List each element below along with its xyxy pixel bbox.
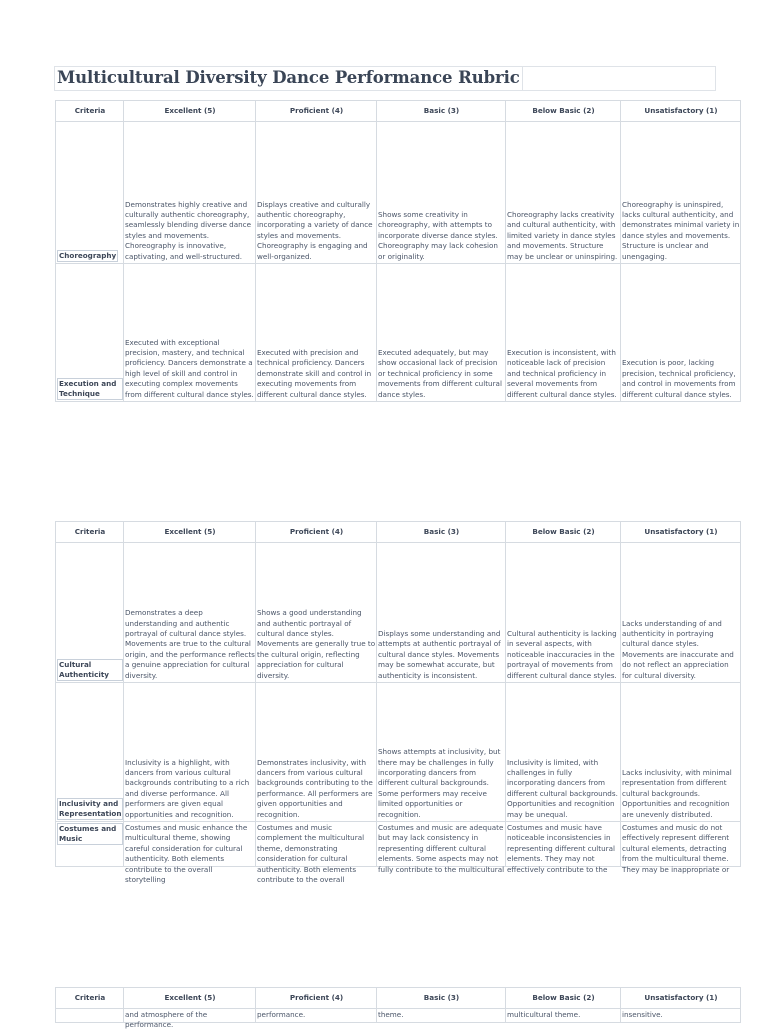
rubric-cell-text: multicultural theme. — [507, 1010, 581, 1019]
header-excellent: Excellent (5) — [124, 101, 256, 122]
rubric-cell: Inclusivity is a highlight, with dancers from various cultural backgrounds contributing to a rich and diverse performance. All performers are given equal opportunities and recognition. — [124, 683, 256, 822]
header-proficient: Proficient (4) — [256, 988, 377, 1009]
rubric-table-page-3 — [55, 987, 741, 1030]
criteria-cell — [56, 822, 124, 867]
table-row — [56, 1009, 741, 1023]
rubric-cell-text: Costumes and music have noticeable inconsistencies in representing different cultural elements. They may not effectively contribute to the — [507, 823, 615, 874]
rubric-cell — [621, 1009, 741, 1023]
rubric-cell-text: Costumes and music complement the multicultural theme, demonstrating consideration for cultural authenticity. Both elements contribute to the overall — [257, 823, 365, 885]
rubric-cell: Displays some understanding and attempts at authentic portrayal of cultural dance styles. Movements may be somewhat accurate, but authenticity is inconsistent. — [377, 543, 506, 683]
header-basic: Basic (3) — [377, 522, 506, 543]
rubric-cell: Execution is inconsistent, with noticeable lack of precision and technical proficiency in several movements from different cultural dance styles. — [506, 264, 621, 402]
document-title: Multicultural Diversity Dance Performance Rubric — [55, 67, 523, 90]
rubric-cell: Executed with exceptional precision, mastery, and technical proficiency. Dancers demonstrate a high level of skill and control in executing complex movements from different cultural dance styles. — [124, 264, 256, 402]
rubric-cell: Shows attempts at inclusivity, but there may be challenges in fully incorporating dancers from different cultural backgrounds. Some performers may receive limited opportunities or recognition. — [377, 683, 506, 822]
header-row — [56, 988, 741, 1009]
header-below-basic: Below Basic (2) — [506, 101, 621, 122]
rubric-cell — [124, 1009, 256, 1030]
table-row — [56, 122, 741, 264]
rubric-cell: Demonstrates highly creative and culturally authentic choreography, seamlessly blending diverse dance styles and movements. Choreography is innovative, captivating, and well-structured. — [124, 122, 256, 264]
criteria-cell — [56, 264, 124, 402]
rubric-cell — [256, 1009, 377, 1023]
rubric-cell-text: performance. — [257, 1010, 306, 1019]
rubric-cell: Shows some creativity in choreography, with attempts to incorporate diverse dance styles. Choreography may lack cohesion or originality. — [377, 122, 506, 264]
rubric-cell — [506, 822, 621, 874]
table-row — [56, 822, 741, 867]
header-excellent: Excellent (5) — [124, 522, 256, 543]
header-unsatisfactory: Unsatisfactory (1) — [621, 522, 741, 543]
rubric-cell: Cultural authenticity is lacking in several aspects, with noticeable inaccuracies in the portrayal of movements from different cultural dance styles. — [506, 543, 621, 683]
criteria-label: Inclusivity and Representation — [59, 799, 122, 818]
rubric-cell — [377, 822, 506, 874]
rubric-cell: Displays creative and culturally authentic choreography, incorporating a variety of dance styles and movements. Choreography is engaging and well-organized. — [256, 122, 377, 264]
rubric-table-page-1 — [55, 100, 741, 402]
rubric-cell: Choreography is uninspired, lacks cultural authenticity, and demonstrates minimal variety in dance styles and movements. Structure is unclear and unengaging. — [621, 122, 741, 264]
rubric-cell: Executed with precision and technical proficiency. Dancers demonstrate skill and control in executing movements from different cultural dance styles. — [256, 264, 377, 402]
rubric-cell-text: insensitive. — [622, 1010, 663, 1019]
rubric-table-page-2 — [55, 521, 741, 885]
criteria-label: Costumes and Music — [57, 823, 123, 845]
table-row — [56, 264, 741, 402]
rubric-cell: Executed adequately, but may show occasional lack of precision or technical proficiency in some movements from different cultural dance styles. — [377, 264, 506, 402]
header-criteria: Criteria — [56, 988, 124, 1009]
criteria-label: Cultural Authenticity — [57, 659, 123, 681]
rubric-cell: Choreography lacks creativity and cultural authenticity, with limited variety in dance styles and movements. Structure may be unclear or uninspiring. — [506, 122, 621, 264]
criteria-cell — [56, 543, 124, 683]
rubric-cell: Demonstrates a deep understanding and authentic portrayal of cultural dance styles. Movements are true to the cultural origin, and the performance reflects a genuine appreciation for cultural diversity. — [124, 543, 256, 683]
header-unsatisfactory: Unsatisfactory (1) — [621, 988, 741, 1009]
header-unsatisfactory: Unsatisfactory (1) — [621, 101, 741, 122]
rubric-cell — [256, 822, 377, 885]
rubric-cell-text: Costumes and music do not effectively represent different cultural elements, detracting from the multicultural theme. They may be inappropriate or — [622, 823, 730, 874]
header-row — [56, 522, 741, 543]
header-criteria: Criteria — [56, 522, 124, 543]
header-proficient: Proficient (4) — [256, 101, 377, 122]
table-row — [56, 543, 741, 683]
rubric-cell: Demonstrates inclusivity, with dancers from various cultural backgrounds contributing to the performance. All performers are given opportunities and recognition. — [256, 683, 377, 822]
rubric-cell — [124, 822, 256, 885]
header-basic: Basic (3) — [377, 988, 506, 1009]
criteria-cell — [56, 683, 124, 822]
header-basic: Basic (3) — [377, 101, 506, 122]
title-box — [54, 66, 716, 91]
table-row — [56, 683, 741, 822]
header-criteria: Criteria — [56, 101, 124, 122]
header-below-basic: Below Basic (2) — [506, 988, 621, 1009]
criteria-label: Execution and Technique — [57, 378, 123, 400]
rubric-cell-text: theme. — [378, 1010, 404, 1019]
criteria-cell — [56, 1009, 124, 1023]
header-row — [56, 101, 741, 122]
criteria-label: Choreography — [59, 251, 117, 260]
rubric-cell: Inclusivity is limited, with challenges in fully incorporating dancers from different cultural backgrounds. Opportunities and recognition may be unequal. — [506, 683, 621, 822]
rubric-cell: Lacks inclusivity, with minimal representation from different cultural backgrounds. Opportunities and recognition are unevenly distributed. — [621, 683, 741, 822]
header-proficient: Proficient (4) — [256, 522, 377, 543]
header-below-basic: Below Basic (2) — [506, 522, 621, 543]
rubric-cell: Shows a good understanding and authentic portrayal of cultural dance styles. Movements are generally true to the cultural origin, reflecting appreciation for cultural diversity. — [256, 543, 377, 683]
rubric-cell — [506, 1009, 621, 1023]
rubric-cell-text: and atmosphere of the performance. — [125, 1010, 208, 1030]
rubric-cell: Execution is poor, lacking precision, technical proficiency, and control in movements from different cultural dance styles. — [621, 264, 741, 402]
rubric-cell-text: Costumes and music enhance the multicultural theme, showing careful consideration for cultural authenticity. Both elements contribute to the overall storytelling — [125, 823, 248, 885]
header-excellent: Excellent (5) — [124, 988, 256, 1009]
rubric-cell — [621, 822, 741, 874]
rubric-cell: Lacks understanding of and authenticity in portraying cultural dance styles. Movements are inaccurate and do not reflect an appreciation for cultural diversity. — [621, 543, 741, 683]
rubric-cell — [377, 1009, 506, 1023]
criteria-cell — [56, 122, 124, 264]
rubric-cell-text: Costumes and music are adequate but may lack consistency in representing different cultural elements. Some aspects may not fully contribute to the multicultural — [378, 823, 505, 874]
